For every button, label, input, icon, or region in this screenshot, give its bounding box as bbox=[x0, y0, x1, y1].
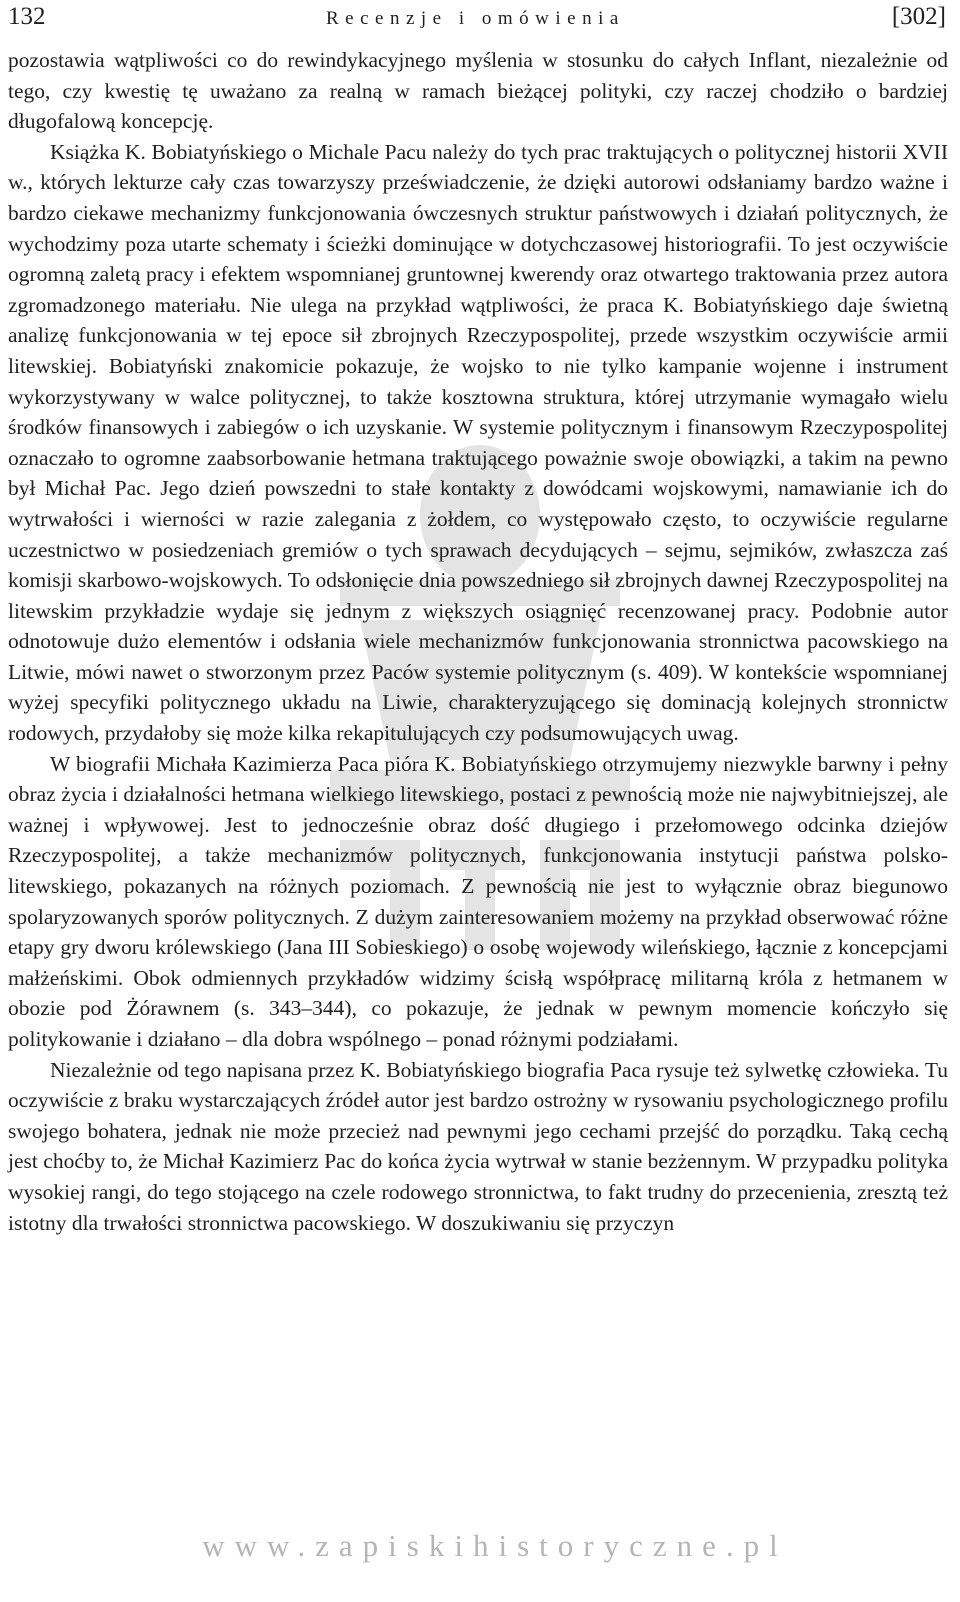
paragraph: Książka K. Bobiatyńskiego o Michale Pacu należy do tych prac traktujących o politycznej historii XVII w., których lekturze cały czas towarzyszy przeświadczenie, że dzięki autorowi odsłaniamy bardzo ważne i bardzo ciekawe mechanizmy funkcjonowania ówczesnych struktur państwowych i działań politycznych, że wychodzimy poza utarte schematy i ścieżki dominujące w dotychczasowej historiografii. To jest oczywiście ogromną zaletą pracy i efektem wspomnianej gruntownej kwerendy oraz otwartego traktowania przez autora zgromadzonego materiału. Nie ulega na przykład wątpliwości, że praca K. Bobiatyńskiego daje świetną analizę funkcjonowania w tej epoce sił zbrojnych Rzeczypospolitej, przede wszystkim oczywiście armii litewskiej. Bobiatyński znakomicie pokazuje, że wojsko to nie tylko kampanie wojenne i instrument wykorzystywany w walce politycznej, to także kosztowna struktura, której utrzymanie wymagało wielu środków finansowych i zabiegów o ich uzyskanie. W systemie politycznym i finansowym Rzeczypospolitej oznaczało to ogromne zaabsorbowanie hetmana traktującego poważnie swoje obowiązki, a takim na pewno był Michał Pac. Jego dzień powszedni to stałe kontakty z dowódcami wojskowymi, namawianie ich do wytrwałości i wierności w razie zalegania z żołdem, co występowało często, to oczywiście regularne uczestnictwo w posiedzeniach gremiów o tych sprawach decydujących – sejmu, sejmików, zwłaszcza zaś komisji skarbowo-wojskowych. To odsłonięcie dnia powszedniego sił zbrojnych dawnej Rzeczypospolitej na litewskim przykładzie wydaje się jednym z większych osiągnięć recenzowanej pracy. Podobnie autor odnotowuje dużo elementów i odsłania wiele mechanizmów funkcjonowania stronnictwa pacowskiego na Litwie, mówi nawet o stworzonym przez Paców systemie politycznym (s. 409). W kontekście wspomnianej wyżej specyfiki politycznego układu na Liwie, charakteryzującego się dominacją kolejnych stronnictw rodowych, przydałoby się może kilka rekapitulujących czy podsumowujących uwag. bbox=[8, 139, 948, 746]
issue-number: [302] bbox=[891, 3, 946, 30]
article-body bbox=[8, 45, 948, 1238]
paragraph: W biografii Michała Kazimierza Paca pióra K. Bobiatyńskiego otrzymujemy niezwykle barwny i pełny obraz życia i działalności hetmana wielkiego litewskiego, postaci z pewnością może nie najwybitniejszej, ale ważnej i wpływowej. Jest to jednocześnie obraz dość długiego i przełomowego odcinka dziejów Rzeczypospolitej, a także mechanizmów politycznych, funkcjonowania instytucji państwa polsko-litewskiego, pokazanych na różnych poziomach. Z pewnością nie jest to wyłącznie obraz biegunowo spolaryzowanych sporów politycznych. Z dużym zainteresowaniem możemy na przykład obserwować różne etapy gry dworu królewskiego (Jana III Sobieskiego) o osobę wojewody wileńskiego, łącznie z koncepcjami małżeńskimi. Obok odmiennych przykładów widzimy ścisłą współpracę militarną króla z hetmanem w obozie pod Żórawnem (s. 343–344), co pokazuje, że jednak w pewnym momencie kończyło się politykowanie i działano – dla dobra wspólnego – ponad różnymi podziałami. bbox=[8, 751, 948, 1051]
page-header bbox=[8, 0, 946, 36]
footer-url: www.zapiskihistoryczne.pl bbox=[202, 1528, 788, 1563]
paragraph: Niezależnie od tego napisana przez K. Bobiatyńskiego biografia Paca rysuje też sylwetkę człowieka. Tu oczywiście z braku wystarczających źródeł autor jest bardzo ostrożny w rysowaniu psychologicznego profilu swojego bohatera, jednak nie może przecież nad pewnymi jego cechami przejść do porządku. Taką cechą jest choćby to, że Michał Kazimierz Pac do końca życia wytrwał w stanie bezżennym. W przypadku polityka wysokiej rangi, do tego stojącego na czele rodowego stronnictwa, to fakt trudny do przecenienia, zresztą też istotny dla trwałości stronnictwa pacowskiego. W doszukiwaniu się przyczyn bbox=[8, 1057, 948, 1235]
page-number: 132 bbox=[8, 3, 46, 30]
paragraph: pozostawia wątpliwości co do rewindykacyjnego myślenia w stosunku do całych Inflant, niezależnie od tego, czy kwestię tę uważano za realną w ramach bieżącej polityki, czy raczej chodziło o bardziej długofalową koncepcję. bbox=[8, 48, 948, 134]
running-head: Recenzje i omówienia bbox=[326, 8, 625, 29]
